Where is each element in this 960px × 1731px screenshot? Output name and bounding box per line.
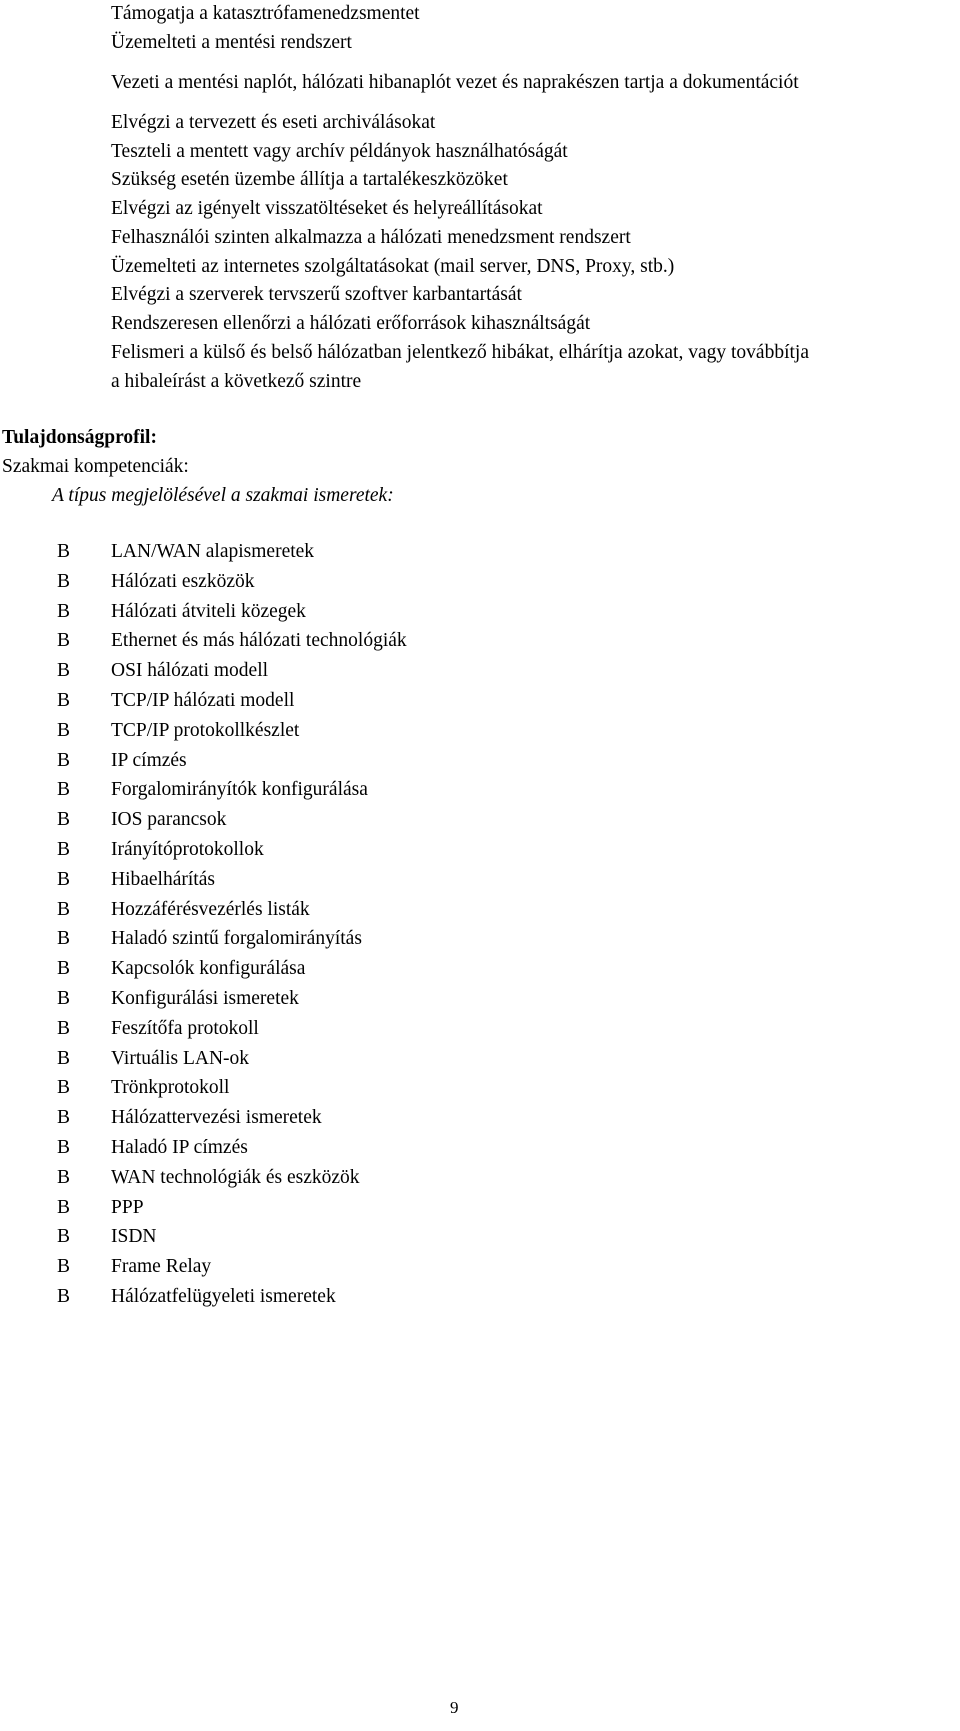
competency-label: Ethernet és más hálózati technológiák (111, 630, 407, 651)
competencies-intro: A típus megjelölésével a szakmai ismeretek: (52, 485, 394, 506)
competency-label: OSI hálózati modell (111, 660, 269, 681)
competency-label: Haladó szintű forgalomirányítás (111, 928, 362, 949)
competency-type-mark: B (57, 690, 71, 711)
competency-type-mark: B (57, 541, 71, 562)
competency-label: IOS parancsok (111, 809, 227, 830)
competency-type-mark: B (57, 750, 71, 771)
competency-label: Konfigurálási ismeretek (111, 988, 299, 1009)
competency-type-mark: B (57, 1077, 71, 1098)
competency-label: Frame Relay (111, 1256, 212, 1277)
competency-label: Irányítóprotokollok (111, 839, 264, 860)
competency-label: Trönkprotokoll (111, 1077, 230, 1098)
competency-label: Virtuális LAN-ok (111, 1048, 250, 1069)
task-line: Támogatja a katasztrófamenedzsmentet (111, 3, 420, 24)
competency-label: Forgalomirányítók konfigurálása (111, 779, 368, 800)
task-line: Üzemelteti a mentési rendszert (111, 32, 352, 53)
competency-type-mark: B (57, 899, 71, 920)
task-line: Elvégzi a szerverek tervszerű szoftver karbantartását (111, 284, 522, 305)
competency-type-mark: B (57, 779, 71, 800)
competency-label: Feszítőfa protokoll (111, 1018, 259, 1039)
competency-type-mark: B (57, 1286, 71, 1307)
task-line: Szükség esetén üzembe állítja a tartalékeszközöket (111, 169, 508, 190)
competency-label: PPP (111, 1197, 144, 1218)
competency-type-mark: B (57, 660, 71, 681)
competency-type-mark: B (57, 1256, 71, 1277)
profile-heading: Tulajdonságprofil: (2, 427, 157, 448)
competency-label: ISDN (111, 1226, 157, 1247)
task-line: Vezeti a mentési naplót, hálózati hibanaplót vezet és naprakészen tartja a dokumentációt (111, 72, 799, 93)
task-line: Teszteli a mentett vagy archív példányok használhatóságát (111, 141, 568, 162)
task-line: Üzemelteti az internetes szolgáltatásokat (mail server, DNS, Proxy, stb.) (111, 256, 675, 277)
competency-label: Hálózati eszközök (111, 571, 255, 592)
competencies-subheading: Szakmai kompetenciák: (2, 456, 189, 477)
competency-type-mark: B (57, 809, 71, 830)
competency-type-mark: B (57, 720, 71, 741)
competency-label: Hálózatfelügyeleti ismeretek (111, 1286, 336, 1307)
competency-type-mark: B (57, 958, 71, 979)
competency-label: Hibaelhárítás (111, 869, 215, 890)
competency-label: Kapcsolók konfigurálása (111, 958, 306, 979)
task-line: Elvégzi a tervezett és eseti archiválásokat (111, 112, 436, 133)
competency-label: LAN/WAN alapismeretek (111, 541, 315, 562)
competency-type-mark: B (57, 630, 71, 651)
task-line: Felhasználói szinten alkalmazza a hálózati menedzsment rendszert (111, 227, 631, 248)
competency-label: Hozzáférésvezérlés listák (111, 899, 310, 920)
competency-label: TCP/IP protokollkészlet (111, 720, 300, 741)
competency-label: Hálózati átviteli közegek (111, 601, 306, 622)
competency-label: Haladó IP címzés (111, 1137, 248, 1158)
competency-label: Hálózattervezési ismeretek (111, 1107, 322, 1128)
competency-type-mark: B (57, 601, 71, 622)
competency-type-mark: B (57, 1137, 71, 1158)
task-line: Elvégzi az igényelt visszatöltéseket és helyreállításokat (111, 198, 543, 219)
page-number: 9 (450, 1698, 459, 1717)
competency-type-mark: B (57, 928, 71, 949)
competency-type-mark: B (57, 1107, 71, 1128)
competency-type-mark: B (57, 1048, 71, 1069)
competency-type-mark: B (57, 869, 71, 890)
competency-type-mark: B (57, 571, 71, 592)
competency-type-mark: B (57, 1226, 71, 1247)
competency-type-mark: B (57, 1018, 71, 1039)
task-line: Felismeri a külső és belső hálózatban jelentkező hibákat, elhárítja azokat, vagy továbbítja (111, 342, 809, 363)
task-line: a hibaleírást a következő szintre (111, 371, 362, 392)
competency-label: WAN technológiák és eszközök (111, 1167, 360, 1188)
competency-label: IP címzés (111, 750, 187, 771)
task-line: Rendszeresen ellenőrzi a hálózati erőforrások kihasználtságát (111, 313, 591, 334)
competency-label: TCP/IP hálózati modell (111, 690, 295, 711)
competency-type-mark: B (57, 1167, 71, 1188)
competency-type-mark: B (57, 988, 71, 1009)
competency-type-mark: B (57, 1197, 71, 1218)
competency-type-mark: B (57, 839, 71, 860)
